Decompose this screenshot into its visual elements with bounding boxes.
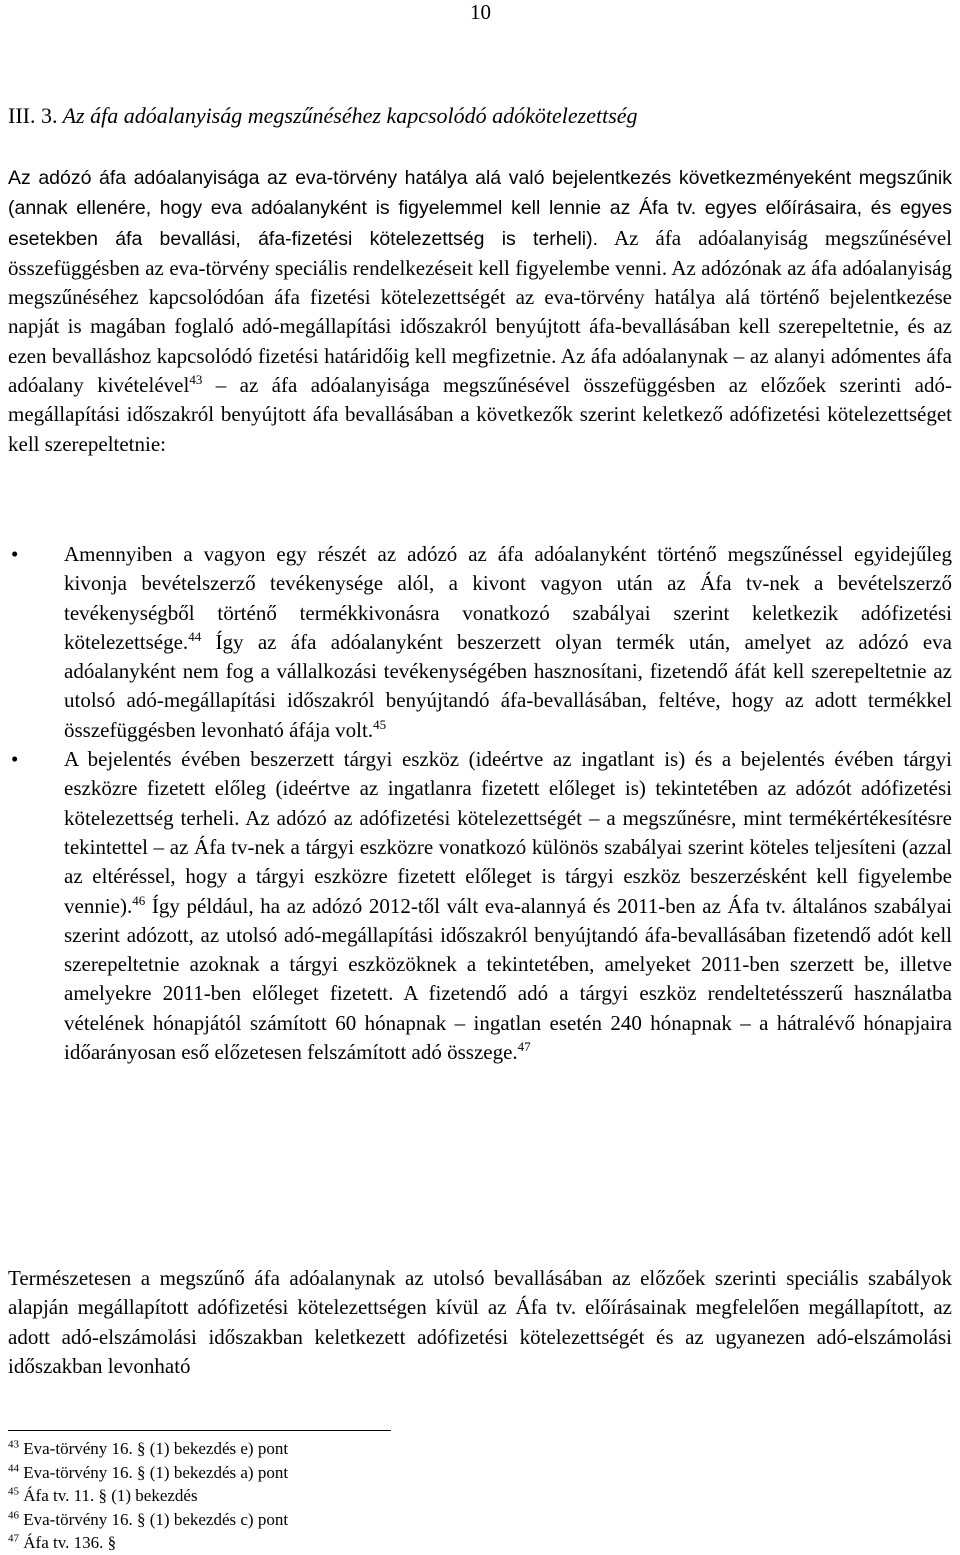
- footnote-number: 45: [8, 1485, 19, 1498]
- bullet-text: A bejelentés évében beszerzett tárgyi eszköz (ideértve az ingatlant is) és a bejelentés évében tárgyi eszközre fizetett előleg (ideértve az ingatlanra fizetett előleget is) tekintetében az adózót adófizetési kötelezettség terheli. Az adózó az adófizetési kötelezettségét – a megszűnésre, mint termékértékesítésre tekintettel – az Áfa tv-nek a tárgyi eszközre vonatkozó különös szabályai szerint köteles teljesíteni (azzal az eltéréssel, hogy a tárgyi eszközre fizetett előleget is tárgyi eszköz beszerzésként kell figyelembe vennie).: [64, 747, 952, 918]
- footnote-text: Eva-törvény 16. § (1) bekezdés a) pont: [23, 1462, 289, 1482]
- intro-paragraph: [8, 163, 952, 459]
- footnote-ref: 46: [132, 892, 146, 908]
- footnote-divider: [8, 1430, 391, 1431]
- footnote: [8, 1484, 288, 1508]
- footnote-text: Eva-törvény 16. § (1) bekezdés e) pont: [23, 1439, 289, 1458]
- footnote-ref: 47: [517, 1039, 531, 1055]
- list-item: [8, 540, 952, 745]
- footnote: [8, 1461, 288, 1485]
- footnote-text: Eva-törvény 16. § (1) bekezdés c) pont: [23, 1509, 289, 1529]
- footnote: [8, 1508, 288, 1532]
- footnote-list: [8, 1437, 288, 1555]
- intro-rest-text: – az áfa adóalanyisága megszűnésével összefüggésben az előzőek szerinti adó-megállapítási időszakról benyújtott áfa bevallásában a következők szerint keletkező adófizetési kötelezettséget kell szerepeltetnie:: [8, 373, 953, 456]
- intro-sans-text: Az adózó áfa adóalanyisága az eva-törvény hatálya alá való bejelentkezés következményeként megszűnik (annak ellenére, hogy eva adóalanyként is figyelemmel kell lennie az Áfa tv. egyes előírásaira, és egyes esetekben áfa bevallási, áfa-fizetési kötelezettség is terheli).: [8, 167, 952, 250]
- footnote: [8, 1437, 288, 1461]
- footnote-ref: 43: [189, 372, 203, 388]
- list-item: [8, 745, 952, 1067]
- section-number: III. 3.: [8, 103, 58, 128]
- footnote-number: 47: [8, 1532, 19, 1545]
- section-title: Az áfa adóalanyiság megszűnéséhez kapcsolódó adókötelezettség: [62, 103, 638, 128]
- bullet-list: [8, 540, 952, 1067]
- footnote-number: 43: [8, 1438, 19, 1451]
- footnote-ref: 45: [373, 716, 387, 732]
- bullet-icon: •: [11, 542, 19, 566]
- footnote-ref: 44: [188, 628, 202, 644]
- bullet-icon: •: [11, 747, 19, 772]
- page-number: 10: [470, 0, 491, 24]
- footnote-number: 46: [8, 1508, 19, 1521]
- bullet-text: Így például, ha az adózó 2012-től vált eva-alannyá és 2011-ben az Áfa tv. általános szabályai szerint adózott, az utolsó adó-megállapítási időszakról benyújtandó áfa-bevallásában fizetendő adót kell szerepeltetnie azoknak a tárgyi eszközöknek a tekintetében, amelyeket 2011-ben szerzett be, illetve amelyekre 2011-ben előleget fizetett. A fizetendő adó a tárgyi eszköz rendeltetésszerű használatba vételének hónapjától számított 60 hónapnak – ingatlan esetén 240 hónapnak – a hátralévő hónapjaira időarányosan eső előzetesen felszámított adó összege.: [64, 893, 952, 1065]
- footnote-number: 44: [8, 1461, 19, 1474]
- footnote: [8, 1531, 288, 1555]
- bullet-text: Így az áfa adóalanyként beszerzett olyan termék után, amelyet az adózó eva adóalanyként nem fog a vállalkozási tevékenységében hasznosítani, fizetendő áfát kell szerepeltetnie az utolsó adó-megállapítási időszakról benyújtandó áfa-bevallásában, feltéve, hogy az adott termékkel összefüggésben levonható áfája volt.: [64, 629, 952, 742]
- intro-serif-text: Az áfa adóalanyiság megszűnésével összefüggésben az eva-törvény speciális rendelkezéseit kell figyelembe venni. Az adózónak az áfa adóalanyiság megszűnéséhez kapcsolódóan áfa fizetési kötelezettségét az eva-törvény hatálya alá történő bejelentkezése napját is magában foglaló adó-megállapítási időszakról benyújtott áfa-bevallásában kell szerepeltetnie, és az ezen bevalláshoz kapcsolódó fizetési határidőig kell megfizetnie. Az áfa adóalanynak – az alanyi adómentes áfa adóalany kivételével: [8, 225, 952, 398]
- footnote-text: Áfa tv. 11. § (1) bekezdés: [23, 1486, 198, 1505]
- footnote-text: Áfa tv. 136. §: [23, 1533, 117, 1552]
- closing-paragraph: Természetesen a megszűnő áfa adóalanynak az utolsó bevallásában az előzőek szerinti speciális szabályok alapján megállapított adófizetési kötelezettségen kívül az Áfa tv. előírásainak megfelelően megállapított, az adott adó-elszámolási időszakban keletkezett adófizetési kötelezettségét és az ugyanezen adó-elszámolási időszakban levonható: [8, 1266, 952, 1378]
- bullet-text: Amennyiben a vagyon egy részét az adózó az áfa adóalanyként történő megszűnéssel egyidejűleg kivonja bevételszerző tevékenysége alól, a kivont vagyon után az Áfa tv-nek a bevételszerző tevékenységből történő termékkivonásra vonatkozó szabályai szerint keletkezik adófizetési kötelezettsége.: [64, 542, 952, 654]
- section-heading: [8, 102, 952, 130]
